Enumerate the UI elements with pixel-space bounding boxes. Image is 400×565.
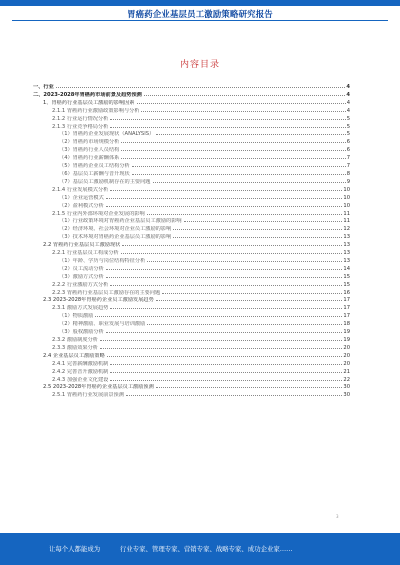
toc-entry[interactable]: [33, 84, 350, 92]
report-title: 胃癌药企业基层员工激励策略研究报告: [127, 9, 273, 19]
toc-dot-leader: [122, 245, 342, 246]
toc-entry-page: 9: [346, 178, 350, 185]
toc-entry-page: 15: [343, 281, 350, 288]
toc-entry-page: 5: [346, 123, 350, 130]
toc-entry[interactable]: [33, 92, 350, 100]
toc-entry[interactable]: [33, 116, 350, 124]
toc-dot-leader: [173, 237, 342, 238]
toc-dot-leader: [106, 198, 343, 199]
toc-dot-leader: [132, 174, 346, 175]
footer-slogan: 让每个人都能成为: [49, 545, 101, 553]
toc-entry-text: （1）年龄、学历与岗位结构特征分析: [59, 257, 146, 264]
toc-entry-text: 二、2023-2028年胃癌药市场前景及趋势预测: [33, 91, 142, 98]
page-number: 3: [336, 514, 339, 519]
toc-entry-page: 4: [346, 91, 350, 98]
toc-entry-text: 2.3.1 激励方式发展趋势: [52, 305, 109, 312]
toc-entry-page: 6: [346, 147, 350, 154]
toc-entry[interactable]: [33, 131, 350, 139]
toc-entry[interactable]: [33, 369, 350, 377]
toc-dot-leader: [121, 158, 345, 159]
toc-title: 内容目录: [179, 60, 220, 70]
toc-dot-leader: [162, 293, 342, 294]
toc-entry-page: 10: [343, 186, 350, 193]
toc-entry[interactable]: [33, 234, 350, 242]
toc-entry[interactable]: [33, 313, 350, 321]
toc-dot-leader: [110, 372, 342, 373]
toc-dot-leader: [156, 387, 343, 388]
toc-entry[interactable]: [33, 345, 350, 353]
toc-entry-text: （5）胃癌药企业员工结构分析: [59, 163, 130, 170]
toc-dot-leader: [147, 324, 342, 325]
toc-dot-leader: [106, 332, 343, 333]
toc-entry-text: （1）物质激励: [59, 313, 94, 320]
toc-dot-leader: [121, 150, 345, 151]
toc-entry[interactable]: [33, 108, 350, 116]
toc-entry-page: 5: [346, 115, 350, 122]
footer-banner: [0, 533, 400, 565]
toc-entry-page: 17: [343, 313, 350, 320]
toc-entry-page: 13: [343, 250, 350, 257]
toc-entry-text: 2.1.3 行业竞争格局分析: [52, 123, 109, 130]
toc-entry-page: 19: [343, 337, 350, 343]
toc-entry-page: 30: [343, 384, 350, 391]
toc-dot-leader: [153, 182, 346, 183]
toc-entry-text: （1）企业运营模式: [59, 194, 104, 201]
toc-entry-page: 14: [343, 265, 350, 272]
toc-entry-text: 2.1.1 胃癌药行业激励政策影响与分析: [52, 107, 140, 114]
toc-entry-page: 5: [346, 131, 350, 138]
toc-dot-leader: [110, 190, 342, 191]
toc-entry-text: （3）技术环境对胃癌药企业基层员工激励的影响: [59, 234, 172, 241]
toc-entry[interactable]: [33, 179, 350, 187]
toc-entry-text: 2.3 2023-2028年胃癌药企业员工激励发展趋势: [43, 297, 154, 304]
toc-entry-page: 4: [346, 99, 350, 106]
toc-dot-leader: [121, 253, 343, 254]
toc-entry-text: （2）经济环境、社会环境对企业员工激励的影响: [59, 226, 172, 233]
toc-entry-text: （6）基层员工薪酬与晋升现状: [59, 170, 130, 177]
toc-entry[interactable]: [33, 321, 350, 329]
toc-entry[interactable]: [33, 155, 350, 163]
toc-entry-page: 13: [343, 257, 350, 264]
toc-entry-text: 2.4.2 完善晋升激励机制: [52, 368, 109, 375]
toc-entry[interactable]: [33, 139, 350, 147]
toc-entry-page: 18: [343, 321, 350, 328]
toc-entry-text: （2）盈利模式分析: [59, 202, 104, 209]
toc-dot-leader: [107, 356, 343, 357]
toc-entry[interactable]: [33, 361, 350, 369]
toc-entry[interactable]: [33, 147, 350, 155]
toc-dot-leader: [144, 95, 346, 96]
toc-entry-page: 11: [343, 218, 350, 225]
toc-entry[interactable]: [33, 384, 350, 392]
toc-entry-text: 2.4.1 完善薪酬激励机制: [52, 360, 109, 367]
toc-entry-text: 2.4 企业基层员工激励策略: [43, 352, 105, 359]
toc-dot-leader: [184, 221, 343, 222]
toc-entry[interactable]: [33, 187, 350, 195]
toc-entry-text: 2.2 胃癌药行业基层员工激励现状: [43, 242, 121, 249]
toc-entry-page: 22: [343, 376, 350, 383]
toc-dot-leader: [132, 166, 346, 167]
toc-entry[interactable]: [33, 195, 350, 203]
toc-entry-page: 20: [343, 360, 350, 367]
toc-entry-page: 21: [343, 368, 350, 375]
toc-entry-page: 4: [346, 84, 350, 90]
toc-entry[interactable]: [33, 329, 350, 337]
toc-entry-text: （2）员工流动分析: [59, 265, 104, 272]
toc-entry[interactable]: [33, 305, 350, 313]
toc-entry-text: （1）行业政策环境对胃癌药企业基层员工激励的影响: [59, 218, 182, 225]
toc-entry-page: 8: [346, 170, 350, 177]
toc-dot-leader: [156, 134, 345, 135]
toc-entry-text: 2.2.2 行业激励方式分析: [52, 281, 109, 288]
toc-entry-text: 2.5 2023-2028年胃癌药企业基层员工激励预测: [43, 384, 154, 391]
toc-entry-text: 2.3.2 激励制度分析: [52, 337, 98, 343]
toc-entry-text: 2.4.3 加强企业文化建设: [52, 376, 109, 383]
toc-dot-leader: [173, 229, 342, 230]
toc-entry-text: （2）精神激励、职业发展与培训激励: [59, 321, 146, 328]
toc-entry[interactable]: [33, 353, 350, 361]
toc-dot-leader: [147, 214, 343, 215]
toc-entry-text: 2.3.3 激励效果分析: [52, 344, 98, 351]
toc-entry-page: 13: [343, 242, 350, 249]
toc-entry-page: 17: [343, 305, 350, 312]
toc-entry[interactable]: [33, 337, 350, 345]
toc-entry-text: 2.1.4 行业发展模式分析: [52, 186, 109, 193]
toc-entry-page: 20: [343, 344, 350, 351]
toc-dot-leader: [110, 127, 345, 128]
toc-dot-leader: [121, 142, 345, 143]
page-header: [0, 0, 400, 22]
toc-entry-text: （3）胃癌药行业人员结构: [59, 147, 120, 154]
toc-entry[interactable]: [33, 266, 350, 274]
footer-tagline: 行业专家、管理专家、营销专家、战略专家、成功企业家……: [120, 545, 293, 553]
toc-dot-leader: [110, 380, 342, 381]
toc-entry-page: 11: [343, 210, 350, 217]
toc-entry[interactable]: [33, 250, 350, 258]
toc-entry-text: 2.5.1 胃癌药行业发展前景预测: [52, 392, 124, 399]
header-band: [0, 0, 400, 6]
toc-entry-text: 一、行业: [33, 84, 54, 90]
toc-entry-text: （7）基层员工激励机制存在的主要问题: [59, 178, 151, 185]
toc-dot-leader: [95, 316, 342, 317]
toc-entry-text: （3）股权激励分析: [59, 329, 104, 336]
toc-dot-leader: [126, 395, 342, 396]
toc-entry[interactable]: [33, 226, 350, 234]
toc-dot-leader: [110, 285, 342, 286]
toc-dot-leader: [56, 87, 346, 88]
toc-dot-leader: [156, 300, 343, 301]
toc-entry-page: 15: [343, 273, 350, 280]
toc-entry-text: （3）激励方式分析: [59, 273, 104, 280]
toc-dot-leader: [137, 103, 346, 104]
toc-entry-page: 20: [343, 352, 350, 359]
toc-entry[interactable]: [33, 392, 350, 400]
toc-entry-page: 4: [346, 107, 350, 114]
toc-dot-leader: [100, 348, 342, 349]
toc-dot-leader: [106, 269, 343, 270]
toc-entry[interactable]: [33, 203, 350, 211]
toc-dot-leader: [141, 111, 345, 112]
toc-entry[interactable]: [33, 297, 350, 305]
toc-entry[interactable]: [33, 218, 350, 226]
toc-entry[interactable]: [33, 290, 350, 298]
toc-entry-page: 6: [346, 139, 350, 146]
toc-entry[interactable]: [33, 124, 350, 132]
header-rule: [12, 20, 388, 21]
toc-list: [33, 84, 350, 400]
toc-entry-text: 2.1.2 行业运行情况分析: [52, 115, 109, 122]
toc-dot-leader: [106, 206, 343, 207]
toc-entry[interactable]: [33, 258, 350, 266]
toc-entry-text: （2）胃癌药市场规模分析: [59, 139, 120, 146]
toc-entry[interactable]: [33, 211, 350, 219]
toc-entry-page: 7: [346, 155, 350, 162]
toc-entry-page: 19: [343, 329, 350, 336]
toc-dot-leader: [110, 364, 342, 365]
toc-entry-text: 1、胃癌药行业基层员工激励的影响因素: [43, 99, 135, 106]
toc-entry-page: 16: [343, 289, 350, 296]
toc-entry-text: 2.2.1 行业基层员工构成分析: [52, 250, 119, 257]
toc-dot-leader: [106, 277, 343, 278]
toc-entry[interactable]: [33, 274, 350, 282]
toc-entry-text: 2.2.3 胃癌药行业基层员工激励存在的主要问题: [52, 289, 161, 296]
toc-entry-page: 12: [343, 226, 350, 233]
toc-dot-leader: [147, 261, 342, 262]
toc-entry-page: 10: [343, 194, 350, 201]
toc-entry-page: 17: [343, 297, 350, 304]
toc-entry-text: （4）胃癌药行业薪酬体系: [59, 155, 120, 162]
toc-entry[interactable]: [33, 100, 350, 108]
toc-dot-leader: [110, 308, 342, 309]
toc-entry-page: 7: [346, 163, 350, 170]
toc-entry-page: 30: [343, 392, 350, 399]
toc-entry-page: 10: [343, 202, 350, 209]
toc-dot-leader: [110, 119, 345, 120]
toc-entry[interactable]: [33, 282, 350, 290]
toc-entry-text: 2.1.5 行业内外部环境对企业发展的影响: [52, 210, 145, 217]
toc-entry-page: 13: [343, 234, 350, 241]
toc-entry[interactable]: [33, 163, 350, 171]
toc-entry[interactable]: [33, 377, 350, 385]
toc-entry[interactable]: [33, 171, 350, 179]
toc-dot-leader: [100, 340, 342, 341]
toc-entry-text: （1）胃癌药企业发展现状（ANALYSIS）: [59, 131, 155, 138]
toc-entry[interactable]: [33, 242, 350, 250]
